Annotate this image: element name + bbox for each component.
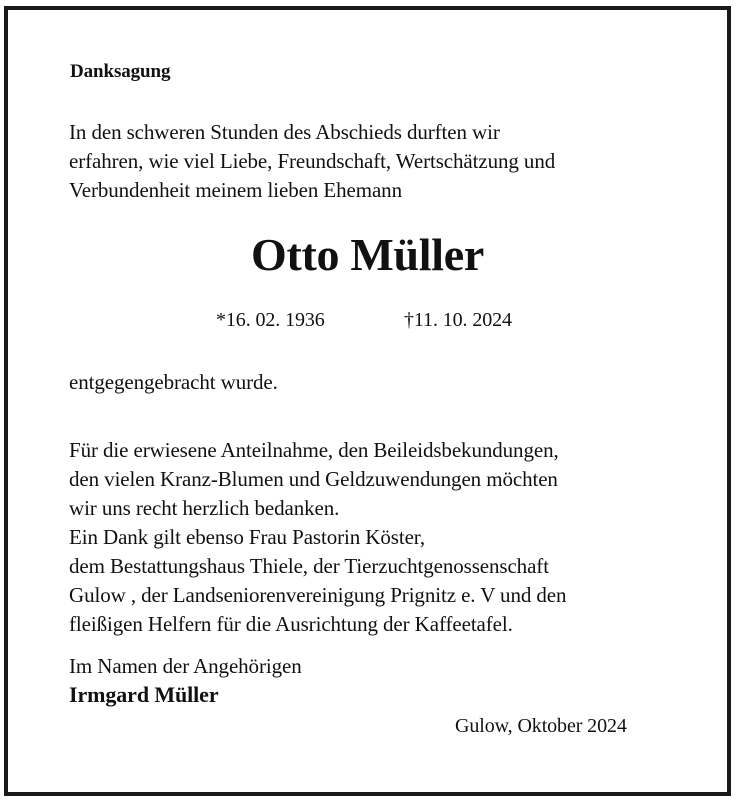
death-date: †11. 10. 2024 [404, 309, 512, 331]
thanks-paragraph [69, 436, 566, 639]
thanks-line: Gulow , der Landseniorenvereinigung Prignitz e. V und den [69, 583, 567, 607]
thanks-line: fleißigen Helfern für die Ausrichtung der Kaffeetafel. [69, 612, 513, 636]
thanks-line: Ein Dank gilt ebenso Frau Pastorin Köster, [69, 525, 425, 549]
thanks-line: Für die erwiesene Anteilnahme, den Beileidsbekundungen, [69, 438, 559, 462]
on-behalf-line: Im Namen der Angehörigen [69, 654, 302, 678]
intro-line: erfahren, wie viel Liebe, Freundschaft, Wertschätzung und [69, 149, 556, 173]
signatory-name: Irmgard Müller [69, 682, 219, 707]
intro-line: Verbundenheit meinem lieben Ehemann [69, 178, 402, 202]
birth-date: *16. 02. 1936 [216, 309, 325, 331]
intro-line: In den schweren Stunden des Abschieds durften wir [69, 120, 500, 144]
deceased-name: Otto Müller [250, 229, 484, 280]
received-line: entgegengebracht wurde. [69, 370, 278, 394]
notice-frame [4, 6, 731, 796]
thanks-line: dem Bestattungshaus Thiele, der Tierzuchtgenossenschaft [69, 554, 549, 578]
place-date: Gulow, Oktober 2024 [455, 715, 627, 737]
thanks-line: den vielen Kranz-Blumen und Geldzuwendungen möchten [69, 467, 558, 491]
notice-heading: Danksagung [70, 61, 171, 82]
intro-paragraph [69, 118, 555, 205]
thanks-line: wir uns recht herzlich bedanken. [69, 496, 340, 520]
